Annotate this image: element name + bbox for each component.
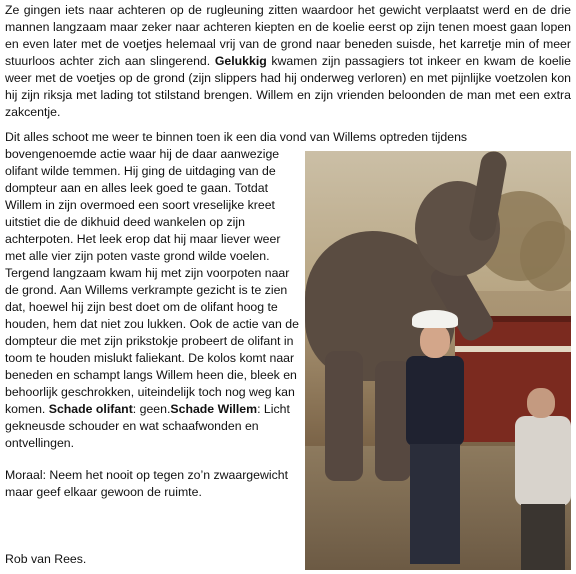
gelukkig-bold: Gelukkig: [214, 54, 267, 68]
paragraph-dia-body: [5, 146, 300, 501]
paragraph-dia-text: bovengenoemde actie waar hij de daar aanwezige olifant wilde temmen. Hij ging de uitdaging van de dompteur aan en alles leek goed te gaan. Totdat Willem in zijn overmoed een soort vreselijke kreet uitstiet die de dikhuid deed wankelen op zijn achterpoten. Het leek erop dat hij maar liever weer met alle vier zijn poten vaste grond wilde voelen. Tergend langzaam kwam hij met zijn voorpoten naar de grond. Aan Willems verkrampte gezicht is te zien dat, hoewel hij zijn best doet om de olifant hoog te houden, hem dat niet zou lukken. Ook de actie van de dompteur die met zijn prikstokje probeert de olifant in toom te houden mislukt faliekant. De kolos komt naar beneden en schampt langs Willem heen die, bleek en behoorlijk geschrokken, uiteindelijk toch nog weg kan komen.: [5, 147, 299, 416]
paragraph-intro-text: Ze gingen iets naar achteren op de rugleuning zitten waardoor het gewicht verplaatst werd en de drie mannen langzaam maar zeker naar achteren kiepten en de koelie eerst op zijn tenen moest gaan lopen en even later met de voetjes helemaal vrij van de grond naar beneden suisde, het karretje min of meer stuurloos achter zich aan slingerend.: [5, 3, 571, 68]
tamer-man: [515, 366, 571, 570]
man-head: [420, 324, 450, 358]
moraal-paragraph: Moraal: Neem het nooit op tegen zo’n zwaargewicht maar geef elkaar gewoon de ruimte.: [5, 468, 288, 499]
schade-olifant-label: Schade olifant: [48, 402, 133, 416]
man-in-uniform: [400, 306, 470, 570]
tamer-shirt: [515, 416, 571, 506]
paragraph-dia-first-line: Dit alles schoot me weer te binnen toen ik een dia vond van Willems optreden tijdens: [5, 130, 468, 144]
uniform-coat: [406, 356, 464, 446]
schade-olifant-value: : geen.: [132, 402, 171, 416]
tamer-pants: [521, 504, 565, 570]
schade-willem-value: : Licht gekneusde schouder en wat schaafwonden en ontvellingen.: [5, 402, 290, 450]
uniform-pants: [410, 444, 460, 564]
elephant-leg: [325, 351, 363, 481]
schade-willem-label: Schade Willem: [170, 402, 258, 416]
signature: Rob van Rees.: [5, 552, 87, 566]
paragraph-intro: [5, 2, 571, 121]
photo-tree: [520, 221, 571, 291]
photo-truck-stripe: [455, 346, 571, 352]
tamer-head: [527, 388, 555, 418]
paragraph-intro-rest: kwamen zijn passagiers tot inkeer en kwam de koelie weer met de voetjes op de grond (zijn slippers had hij onderweg verloren) en met pijnlijke voetzolen kon hij zijn riksja met lading tot stilstand brengen. Willem en zijn vrienden beloonden de man met een extra zakcentje.: [5, 54, 571, 119]
elephant-photo: [305, 151, 571, 570]
white-cap: [412, 310, 458, 328]
